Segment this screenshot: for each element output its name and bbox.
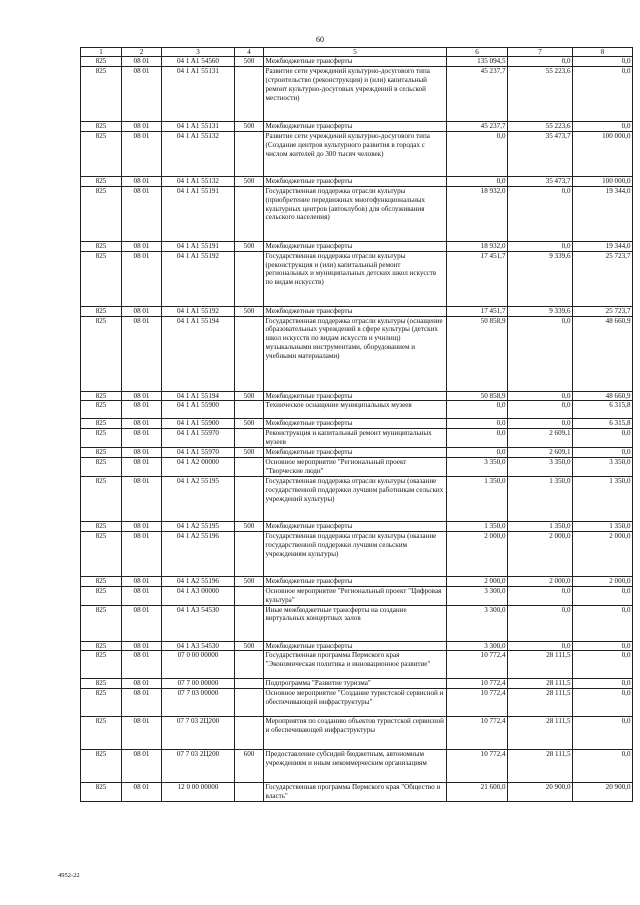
cell-amount-year3: 19 344,0 <box>573 186 633 241</box>
table-row <box>81 783 633 802</box>
cell-description: Мероприятия по созданию объектов туристской сервисной и обеспечивающей инфраструктуры <box>264 717 447 750</box>
cell-section-code: 08 01 <box>122 641 162 651</box>
cell-target-article: 04 1 A1 55191 <box>162 186 235 241</box>
cell-target-article: 04 1 A2 00000 <box>162 458 235 477</box>
cell-amount-year2: 0,0 <box>508 586 573 605</box>
cell-amount-year3: 0,0 <box>573 586 633 605</box>
cell-description: Государственная поддержка отрасли культуры (оказание государственной поддержки лучшим работникам сельских учреждений культуры) <box>264 476 447 521</box>
table-body <box>81 57 633 802</box>
cell-expense-type: 500 <box>235 57 264 67</box>
cell-amount-year2: 55 223,6 <box>508 66 573 121</box>
cell-expense-type <box>235 689 264 717</box>
cell-amount-year1: 0,0 <box>447 131 508 176</box>
cell-target-article: 04 1 A2 55195 <box>162 521 235 531</box>
cell-expense-type <box>235 586 264 605</box>
table-row <box>81 176 633 186</box>
cell-amount-year2: 0,0 <box>508 419 573 429</box>
cell-ministry-code: 825 <box>81 586 122 605</box>
cell-expense-type <box>235 605 264 641</box>
cell-amount-year2: 0,0 <box>508 605 573 641</box>
cell-amount-year2: 35 473,7 <box>508 176 573 186</box>
cell-description: Государственная программа Пермского края "Экономическая политика и инновационное развитие" <box>264 651 447 679</box>
cell-ministry-code: 825 <box>81 391 122 401</box>
cell-amount-year3: 100 000,0 <box>573 176 633 186</box>
cell-description: Межбюджетные трансферты <box>264 306 447 316</box>
cell-section-code: 08 01 <box>122 679 162 689</box>
cell-amount-year3: 3 350,0 <box>573 458 633 477</box>
cell-target-article: 04 1 A2 55195 <box>162 476 235 521</box>
cell-amount-year1: 18 932,0 <box>447 186 508 241</box>
cell-description: Межбюджетные трансферты <box>264 241 447 251</box>
cell-amount-year1: 10 772,4 <box>447 689 508 717</box>
cell-amount-year3: 25 723,7 <box>573 251 633 306</box>
cell-target-article: 04 1 A1 55970 <box>162 448 235 458</box>
cell-section-code: 08 01 <box>122 576 162 586</box>
cell-expense-type: 500 <box>235 391 264 401</box>
cell-amount-year3: 100 000,0 <box>573 131 633 176</box>
cell-expense-type <box>235 429 264 448</box>
column-header: 2 <box>122 48 162 57</box>
footer-code: 4952-22 <box>58 872 80 879</box>
cell-expense-type <box>235 131 264 176</box>
table-row <box>81 57 633 67</box>
cell-amount-year2: 28 111,5 <box>508 689 573 717</box>
cell-expense-type: 500 <box>235 121 264 131</box>
cell-expense-type: 500 <box>235 306 264 316</box>
cell-amount-year2: 0,0 <box>508 391 573 401</box>
cell-amount-year3: 6 315,8 <box>573 401 633 419</box>
cell-section-code: 08 01 <box>122 401 162 419</box>
cell-ministry-code: 825 <box>81 679 122 689</box>
cell-amount-year2: 2 609,1 <box>508 448 573 458</box>
cell-ministry-code: 825 <box>81 186 122 241</box>
cell-description: Межбюджетные трансферты <box>264 176 447 186</box>
cell-amount-year1: 21 600,0 <box>447 783 508 802</box>
cell-section-code: 08 01 <box>122 651 162 679</box>
cell-description: Основное мероприятие "Региональный проект "Творческие люди" <box>264 458 447 477</box>
cell-target-article: 04 1 A2 55196 <box>162 531 235 576</box>
cell-ministry-code: 825 <box>81 241 122 251</box>
cell-amount-year1: 50 858,9 <box>447 316 508 391</box>
table-row <box>81 679 633 689</box>
cell-ministry-code: 825 <box>81 531 122 576</box>
cell-section-code: 08 01 <box>122 186 162 241</box>
cell-amount-year3: 0,0 <box>573 605 633 641</box>
cell-amount-year2: 0,0 <box>508 401 573 419</box>
cell-ministry-code: 825 <box>81 605 122 641</box>
table-row <box>81 750 633 783</box>
column-header: 5 <box>264 48 447 57</box>
column-header: 7 <box>508 48 573 57</box>
budget-table <box>80 47 633 802</box>
cell-section-code: 08 01 <box>122 689 162 717</box>
cell-amount-year2: 2 000,0 <box>508 576 573 586</box>
table-row <box>81 586 633 605</box>
cell-section-code: 08 01 <box>122 316 162 391</box>
cell-amount-year1: 0,0 <box>447 419 508 429</box>
cell-description: Межбюджетные трансферты <box>264 641 447 651</box>
cell-description: Межбюджетные трансферты <box>264 419 447 429</box>
table-row <box>81 121 633 131</box>
cell-expense-type <box>235 531 264 576</box>
cell-expense-type: 500 <box>235 176 264 186</box>
cell-amount-year3: 2 000,0 <box>573 576 633 586</box>
table-row <box>81 391 633 401</box>
cell-amount-year2: 1 350,0 <box>508 476 573 521</box>
cell-section-code: 08 01 <box>122 419 162 429</box>
table-row <box>81 458 633 477</box>
table-row <box>81 717 633 750</box>
cell-expense-type <box>235 651 264 679</box>
cell-amount-year1: 3 300,0 <box>447 586 508 605</box>
cell-target-article: 04 1 A1 55900 <box>162 401 235 419</box>
cell-ministry-code: 825 <box>81 717 122 750</box>
cell-description: Иные межбюджетные трансферты на создание виртуальных концертных залов <box>264 605 447 641</box>
cell-description: Государственная поддержка отрасли культуры (реконструкция и (или) капитальный ремонт региональных и муниципальных детских школ искусств по видам искусств) <box>264 251 447 306</box>
cell-description: Межбюджетные трансферты <box>264 521 447 531</box>
cell-amount-year3: 0,0 <box>573 429 633 448</box>
cell-amount-year1: 18 932,0 <box>447 241 508 251</box>
cell-description: Государственная программа Пермского края "Общество и власть" <box>264 783 447 802</box>
cell-target-article: 04 1 A1 55132 <box>162 176 235 186</box>
cell-section-code: 08 01 <box>122 783 162 802</box>
cell-ministry-code: 825 <box>81 176 122 186</box>
column-header: 6 <box>447 48 508 57</box>
cell-expense-type <box>235 316 264 391</box>
cell-amount-year1: 3 300,0 <box>447 641 508 651</box>
table-row <box>81 66 633 121</box>
cell-amount-year2: 28 111,5 <box>508 717 573 750</box>
cell-section-code: 08 01 <box>122 121 162 131</box>
cell-target-article: 04 1 A1 55194 <box>162 316 235 391</box>
cell-amount-year1: 0,0 <box>447 448 508 458</box>
cell-amount-year3: 0,0 <box>573 750 633 783</box>
cell-amount-year1: 2 000,0 <box>447 531 508 576</box>
cell-ministry-code: 825 <box>81 476 122 521</box>
cell-target-article: 07 7 03 00000 <box>162 689 235 717</box>
cell-description: Межбюджетные трансферты <box>264 576 447 586</box>
cell-ministry-code: 825 <box>81 316 122 391</box>
cell-amount-year2: 55 223,6 <box>508 121 573 131</box>
cell-description: Развитие сети учреждений культурно-досугового типа (строительство (реконструкция) и (или) капитальный ремонт культурно-досуговых учреждений в сельской местности) <box>264 66 447 121</box>
cell-ministry-code: 825 <box>81 689 122 717</box>
cell-ministry-code: 825 <box>81 66 122 121</box>
cell-target-article: 04 1 A1 55192 <box>162 306 235 316</box>
cell-amount-year3: 0,0 <box>573 448 633 458</box>
cell-amount-year3: 0,0 <box>573 651 633 679</box>
cell-section-code: 08 01 <box>122 391 162 401</box>
table-header-row <box>81 48 633 57</box>
table-row <box>81 419 633 429</box>
cell-expense-type <box>235 251 264 306</box>
cell-expense-type <box>235 717 264 750</box>
column-header: 4 <box>235 48 264 57</box>
cell-section-code: 08 01 <box>122 521 162 531</box>
cell-description: Межбюджетные трансферты <box>264 57 447 67</box>
cell-expense-type <box>235 476 264 521</box>
cell-target-article: 04 1 A3 00000 <box>162 586 235 605</box>
cell-ministry-code: 825 <box>81 750 122 783</box>
cell-ministry-code: 825 <box>81 576 122 586</box>
table-row <box>81 429 633 448</box>
cell-amount-year1: 10 772,4 <box>447 717 508 750</box>
cell-description: Предоставление субсидий бюджетным, автономным учреждениям и иным некоммерческим организациям <box>264 750 447 783</box>
cell-ministry-code: 825 <box>81 651 122 679</box>
cell-description: Межбюджетные трансферты <box>264 391 447 401</box>
cell-section-code: 08 01 <box>122 531 162 576</box>
cell-amount-year1: 45 237,7 <box>447 121 508 131</box>
cell-ministry-code: 825 <box>81 419 122 429</box>
cell-target-article: 07 7 03 2Ц200 <box>162 717 235 750</box>
cell-amount-year1: 10 772,4 <box>447 750 508 783</box>
cell-amount-year1: 0,0 <box>447 429 508 448</box>
cell-amount-year2: 2 000,0 <box>508 531 573 576</box>
cell-section-code: 08 01 <box>122 476 162 521</box>
cell-ministry-code: 825 <box>81 458 122 477</box>
cell-amount-year2: 3 350,0 <box>508 458 573 477</box>
cell-target-article: 07 7 00 00000 <box>162 679 235 689</box>
cell-section-code: 08 01 <box>122 251 162 306</box>
cell-amount-year3: 0,0 <box>573 717 633 750</box>
cell-target-article: 04 1 A1 55131 <box>162 121 235 131</box>
cell-amount-year2: 0,0 <box>508 241 573 251</box>
page-number: 60 <box>316 35 324 44</box>
cell-amount-year2: 0,0 <box>508 57 573 67</box>
cell-ministry-code: 825 <box>81 521 122 531</box>
cell-amount-year1: 10 772,4 <box>447 679 508 689</box>
cell-expense-type <box>235 66 264 121</box>
cell-ministry-code: 825 <box>81 121 122 131</box>
cell-amount-year2: 28 111,5 <box>508 679 573 689</box>
cell-expense-type: 500 <box>235 576 264 586</box>
cell-amount-year3: 48 660,9 <box>573 316 633 391</box>
cell-expense-type: 500 <box>235 419 264 429</box>
table-row <box>81 186 633 241</box>
cell-amount-year3: 25 723,7 <box>573 306 633 316</box>
cell-description: Подпрограмма "Развитие туризма" <box>264 679 447 689</box>
cell-target-article: 04 1 A1 55900 <box>162 419 235 429</box>
cell-section-code: 08 01 <box>122 750 162 783</box>
cell-amount-year1: 0,0 <box>447 401 508 419</box>
cell-amount-year1: 17 451,7 <box>447 306 508 316</box>
cell-expense-type <box>235 783 264 802</box>
cell-target-article: 12 0 00 00000 <box>162 783 235 802</box>
table-row <box>81 605 633 641</box>
cell-expense-type: 500 <box>235 241 264 251</box>
cell-ministry-code: 825 <box>81 641 122 651</box>
cell-section-code: 08 01 <box>122 241 162 251</box>
cell-amount-year2: 28 111,5 <box>508 651 573 679</box>
cell-amount-year3: 1 350,0 <box>573 476 633 521</box>
cell-section-code: 08 01 <box>122 717 162 750</box>
cell-amount-year1: 2 000,0 <box>447 576 508 586</box>
table-row <box>81 689 633 717</box>
cell-target-article: 07 0 00 00000 <box>162 651 235 679</box>
cell-section-code: 08 01 <box>122 605 162 641</box>
cell-section-code: 08 01 <box>122 57 162 67</box>
cell-amount-year3: 48 660,9 <box>573 391 633 401</box>
cell-description: Государственная поддержка отрасли культуры (оснащение образовательных учреждений в сфере культуры (детских школ искусств по видам искусств и училищ) музыкальными инструментами, оборудованием и учебными материалами) <box>264 316 447 391</box>
cell-amount-year2: 20 900,0 <box>508 783 573 802</box>
cell-description: Развитие сети учреждений культурно-досугового типа (Создание центров культурного развития в городах с числом жителей до 300 тысяч человек) <box>264 131 447 176</box>
cell-expense-type: 600 <box>235 750 264 783</box>
table-row <box>81 401 633 419</box>
cell-target-article: 04 1 A3 54530 <box>162 605 235 641</box>
cell-amount-year1: 0,0 <box>447 176 508 186</box>
cell-target-article: 04 1 A1 55191 <box>162 241 235 251</box>
cell-amount-year2: 9 339,6 <box>508 306 573 316</box>
cell-amount-year3: 0,0 <box>573 66 633 121</box>
cell-description: Межбюджетные трансферты <box>264 121 447 131</box>
cell-section-code: 08 01 <box>122 458 162 477</box>
cell-expense-type <box>235 186 264 241</box>
cell-target-article: 04 1 A3 54530 <box>162 641 235 651</box>
cell-description: Техническое оснащение муниципальных музеев <box>264 401 447 419</box>
cell-section-code: 08 01 <box>122 66 162 121</box>
cell-amount-year2: 0,0 <box>508 316 573 391</box>
table-row <box>81 521 633 531</box>
cell-target-article: 04 1 A1 55970 <box>162 429 235 448</box>
cell-description: Государственная поддержка отрасли культуры (приобретение передвижных многофункциональных культурных центров (автоклубов) для обслуживания сельского населения) <box>264 186 447 241</box>
cell-description: Межбюджетные трансферты <box>264 448 447 458</box>
cell-amount-year3: 0,0 <box>573 641 633 651</box>
column-header: 3 <box>162 48 235 57</box>
cell-target-article: 04 1 A1 55132 <box>162 131 235 176</box>
cell-amount-year3: 0,0 <box>573 689 633 717</box>
cell-ministry-code: 825 <box>81 306 122 316</box>
cell-target-article: 07 7 03 2Ц200 <box>162 750 235 783</box>
cell-amount-year3: 2 000,0 <box>573 531 633 576</box>
cell-expense-type <box>235 679 264 689</box>
cell-ministry-code: 825 <box>81 131 122 176</box>
cell-amount-year3: 0,0 <box>573 121 633 131</box>
cell-target-article: 04 1 A1 55131 <box>162 66 235 121</box>
cell-amount-year3: 20 900,0 <box>573 783 633 802</box>
cell-amount-year1: 1 350,0 <box>447 476 508 521</box>
cell-section-code: 08 01 <box>122 429 162 448</box>
table-row <box>81 576 633 586</box>
cell-amount-year2: 2 609,1 <box>508 429 573 448</box>
table-row <box>81 306 633 316</box>
table-row <box>81 316 633 391</box>
cell-amount-year1: 3 350,0 <box>447 458 508 477</box>
table-row <box>81 641 633 651</box>
cell-amount-year1: 17 451,7 <box>447 251 508 306</box>
cell-amount-year2: 9 339,6 <box>508 251 573 306</box>
cell-amount-year2: 28 111,5 <box>508 750 573 783</box>
cell-amount-year3: 6 315,8 <box>573 419 633 429</box>
cell-description: Государственная поддержка отрасли культуры (оказание государственной поддержки лучшим сельским учреждениям культуры) <box>264 531 447 576</box>
cell-expense-type: 500 <box>235 448 264 458</box>
cell-description: Основное мероприятие "Региональный проект "Цифровая культура" <box>264 586 447 605</box>
cell-description: Реконструкция и капитальный ремонт муниципальных музеев <box>264 429 447 448</box>
cell-ministry-code: 825 <box>81 401 122 419</box>
cell-amount-year2: 0,0 <box>508 641 573 651</box>
cell-expense-type: 500 <box>235 521 264 531</box>
cell-amount-year1: 45 237,7 <box>447 66 508 121</box>
cell-expense-type <box>235 401 264 419</box>
cell-section-code: 08 01 <box>122 306 162 316</box>
cell-section-code: 08 01 <box>122 131 162 176</box>
cell-ministry-code: 825 <box>81 251 122 306</box>
cell-ministry-code: 825 <box>81 448 122 458</box>
cell-expense-type: 500 <box>235 641 264 651</box>
cell-amount-year2: 35 473,7 <box>508 131 573 176</box>
cell-amount-year1: 3 300,0 <box>447 605 508 641</box>
table-row <box>81 251 633 306</box>
cell-amount-year3: 19 344,0 <box>573 241 633 251</box>
cell-ministry-code: 825 <box>81 429 122 448</box>
table-row <box>81 531 633 576</box>
column-header: 1 <box>81 48 122 57</box>
column-header: 8 <box>573 48 633 57</box>
cell-amount-year2: 1 350,0 <box>508 521 573 531</box>
table-row <box>81 241 633 251</box>
cell-amount-year3: 0,0 <box>573 57 633 67</box>
cell-ministry-code: 825 <box>81 57 122 67</box>
cell-amount-year1: 10 772,4 <box>447 651 508 679</box>
table-row <box>81 651 633 679</box>
cell-target-article: 04 1 A1 55194 <box>162 391 235 401</box>
cell-description: Основное мероприятие "Создание туристской сервисной и обеспечивающей инфраструктуры" <box>264 689 447 717</box>
cell-amount-year3: 0,0 <box>573 679 633 689</box>
cell-amount-year1: 50 858,9 <box>447 391 508 401</box>
cell-target-article: 04 1 A1 54560 <box>162 57 235 67</box>
cell-target-article: 04 1 A1 55192 <box>162 251 235 306</box>
cell-section-code: 08 01 <box>122 176 162 186</box>
table-row <box>81 131 633 176</box>
cell-section-code: 08 01 <box>122 448 162 458</box>
cell-target-article: 04 1 A2 55196 <box>162 576 235 586</box>
cell-amount-year1: 135 094,5 <box>447 57 508 67</box>
cell-amount-year2: 0,0 <box>508 186 573 241</box>
table-row <box>81 476 633 521</box>
cell-amount-year1: 1 350,0 <box>447 521 508 531</box>
cell-section-code: 08 01 <box>122 586 162 605</box>
cell-expense-type <box>235 458 264 477</box>
cell-amount-year3: 1 350,0 <box>573 521 633 531</box>
table-row <box>81 448 633 458</box>
cell-ministry-code: 825 <box>81 783 122 802</box>
